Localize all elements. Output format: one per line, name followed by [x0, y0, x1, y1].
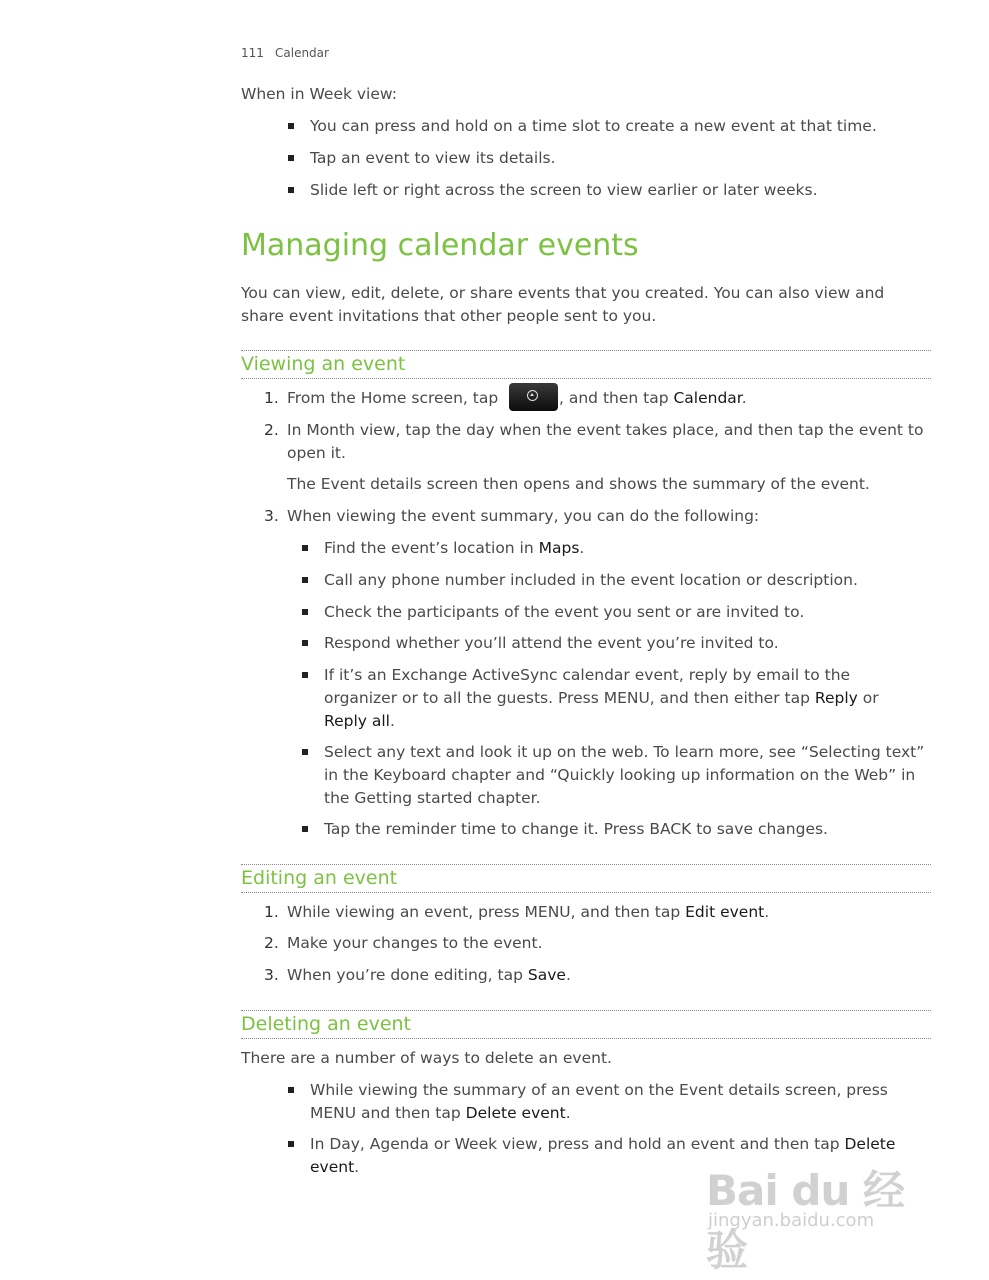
step-text: MENU and then tap: [310, 1104, 461, 1122]
step-number: 1.: [264, 389, 279, 407]
step-text: While viewing an event, press MENU, and then tap: [287, 903, 681, 921]
divider: [241, 1038, 931, 1039]
sub-bullet-4: Respond whether you’ll attend the event you’re invited to.: [324, 634, 779, 652]
calendar-app-name: Calendar: [673, 389, 742, 407]
sub-bullet-2: Call any phone number included in the event location or description.: [324, 571, 858, 589]
bullet-marker: [288, 155, 294, 161]
period: .: [741, 389, 747, 407]
viewing-step-2-line-2: open it.: [287, 444, 346, 462]
viewing-step-1-text-a: From the Home screen, tap: [287, 389, 499, 407]
step-number: 3.: [264, 966, 279, 984]
viewing-step-3: When viewing the event summary, you can do the following:: [287, 507, 760, 525]
bullet-marker: [288, 1087, 294, 1093]
bullet-marker: [288, 123, 294, 129]
viewing-step-2-line-1: In Month view, tap the day when the event takes place, and then tap the event to: [287, 421, 924, 439]
period: .: [565, 966, 571, 984]
sub-bullet-6-line-3: the Getting started chapter.: [324, 789, 541, 807]
week-view-bullet-1: You can press and hold on a time slot to create a new event at that time.: [310, 117, 877, 135]
step-text: When you’re done editing, tap: [287, 966, 523, 984]
watermark-url: jingyan.baidu.com: [708, 1210, 875, 1231]
viewing-step-2-note: The Event details screen then opens and shows the summary of the event.: [287, 475, 870, 493]
bullet-marker: [302, 672, 308, 678]
save-option: Save: [527, 966, 566, 984]
edit-event-option: Edit event: [685, 903, 765, 921]
bullet-marker: [302, 545, 308, 551]
editing-step-2: Make your changes to the event.: [287, 934, 543, 952]
week-view-intro: When in Week view:: [241, 85, 397, 103]
divider: [241, 350, 931, 351]
sub-bullet-7: Tap the reminder time to change it. Press BACK to save changes.: [324, 820, 828, 838]
maps-app-name: Maps: [538, 539, 580, 557]
viewing-step-1-text-b: [559, 387, 747, 410]
week-view-bullet-2: Tap an event to view its details.: [310, 149, 556, 167]
sub-bullet-3: Check the participants of the event you sent or are invited to.: [324, 603, 805, 621]
deleting-bullet-2-line-2: [310, 1156, 359, 1179]
delete-event-option: Delete event: [465, 1104, 566, 1122]
managing-para-line-2: share event invitations that other people sent to you.: [241, 307, 657, 325]
sub-bullet-1: [324, 537, 584, 560]
step-text: organizer or to all the guests. Press MENU, and then either tap: [324, 689, 810, 707]
step-text: or: [862, 689, 879, 707]
sub-bullet-5-line-2: [324, 687, 879, 710]
viewing-heading: Viewing an event: [241, 353, 406, 375]
editing-step-1: [287, 901, 769, 924]
bullet-marker: [302, 640, 308, 646]
editing-heading: Editing an event: [241, 867, 398, 889]
bullet-marker: [288, 187, 294, 193]
managing-para-line-1: You can view, edit, delete, or share events that you created. You can also view and: [241, 284, 885, 302]
period: .: [389, 712, 395, 730]
deleting-heading: Deleting an event: [241, 1013, 411, 1035]
deleting-bullet-1-line-1: While viewing the summary of an event on the Event details screen, press: [310, 1081, 888, 1099]
sub-bullet-6-line-2: in the Keyboard chapter and “Quickly looking up information on the Web” in: [324, 766, 916, 784]
bullet-marker: [302, 577, 308, 583]
bullet-marker: [302, 749, 308, 755]
bullet-marker: [288, 1141, 294, 1147]
baidu-watermark: [700, 1150, 940, 1275]
week-view-bullet-3: Slide left or right across the screen to view earlier or later weeks.: [310, 181, 818, 199]
chapter-name: Calendar: [275, 46, 329, 60]
divider: [241, 864, 931, 865]
step-number: 1.: [264, 903, 279, 921]
step-number: 3.: [264, 507, 279, 525]
reply-all-option: Reply all: [324, 712, 390, 730]
period: .: [579, 539, 585, 557]
delete-option: Delete: [844, 1135, 896, 1153]
sub-bullet-5-line-3: [324, 710, 395, 733]
divider: [241, 1010, 931, 1011]
step-number: 2.: [264, 421, 279, 439]
step-text: In Day, Agenda or Week view, press and hold an event and then tap: [310, 1135, 840, 1153]
step-number: 2.: [264, 934, 279, 952]
deleting-bullet-1-line-2: [310, 1102, 571, 1125]
sub-bullet-5-line-1: If it’s an Exchange ActiveSync calendar event, reply by email to the: [324, 666, 851, 684]
section-title: Managing calendar events: [241, 228, 639, 263]
divider: [241, 378, 931, 379]
divider: [241, 892, 931, 893]
delete-option-cont: event: [310, 1158, 355, 1176]
period: .: [565, 1104, 571, 1122]
reply-option: Reply: [814, 689, 858, 707]
bullet-marker: [302, 826, 308, 832]
sub-bullet-6-line-1: Select any text and look it up on the web. To learn more, see “Selecting text”: [324, 743, 925, 761]
page-number: 111: [241, 46, 264, 60]
watermark-logo: Bai du 经验: [706, 1166, 904, 1275]
period: .: [354, 1158, 360, 1176]
home-key-icon: [509, 383, 558, 411]
step-text: Find the event’s location in: [324, 539, 534, 557]
period: .: [764, 903, 770, 921]
step-text: , and then tap: [559, 389, 669, 407]
editing-step-3: [287, 964, 571, 987]
bullet-marker: [302, 609, 308, 615]
home-arrow-icon: [527, 390, 538, 401]
deleting-intro: There are a number of ways to delete an event.: [241, 1049, 612, 1067]
page-header: [241, 46, 329, 60]
